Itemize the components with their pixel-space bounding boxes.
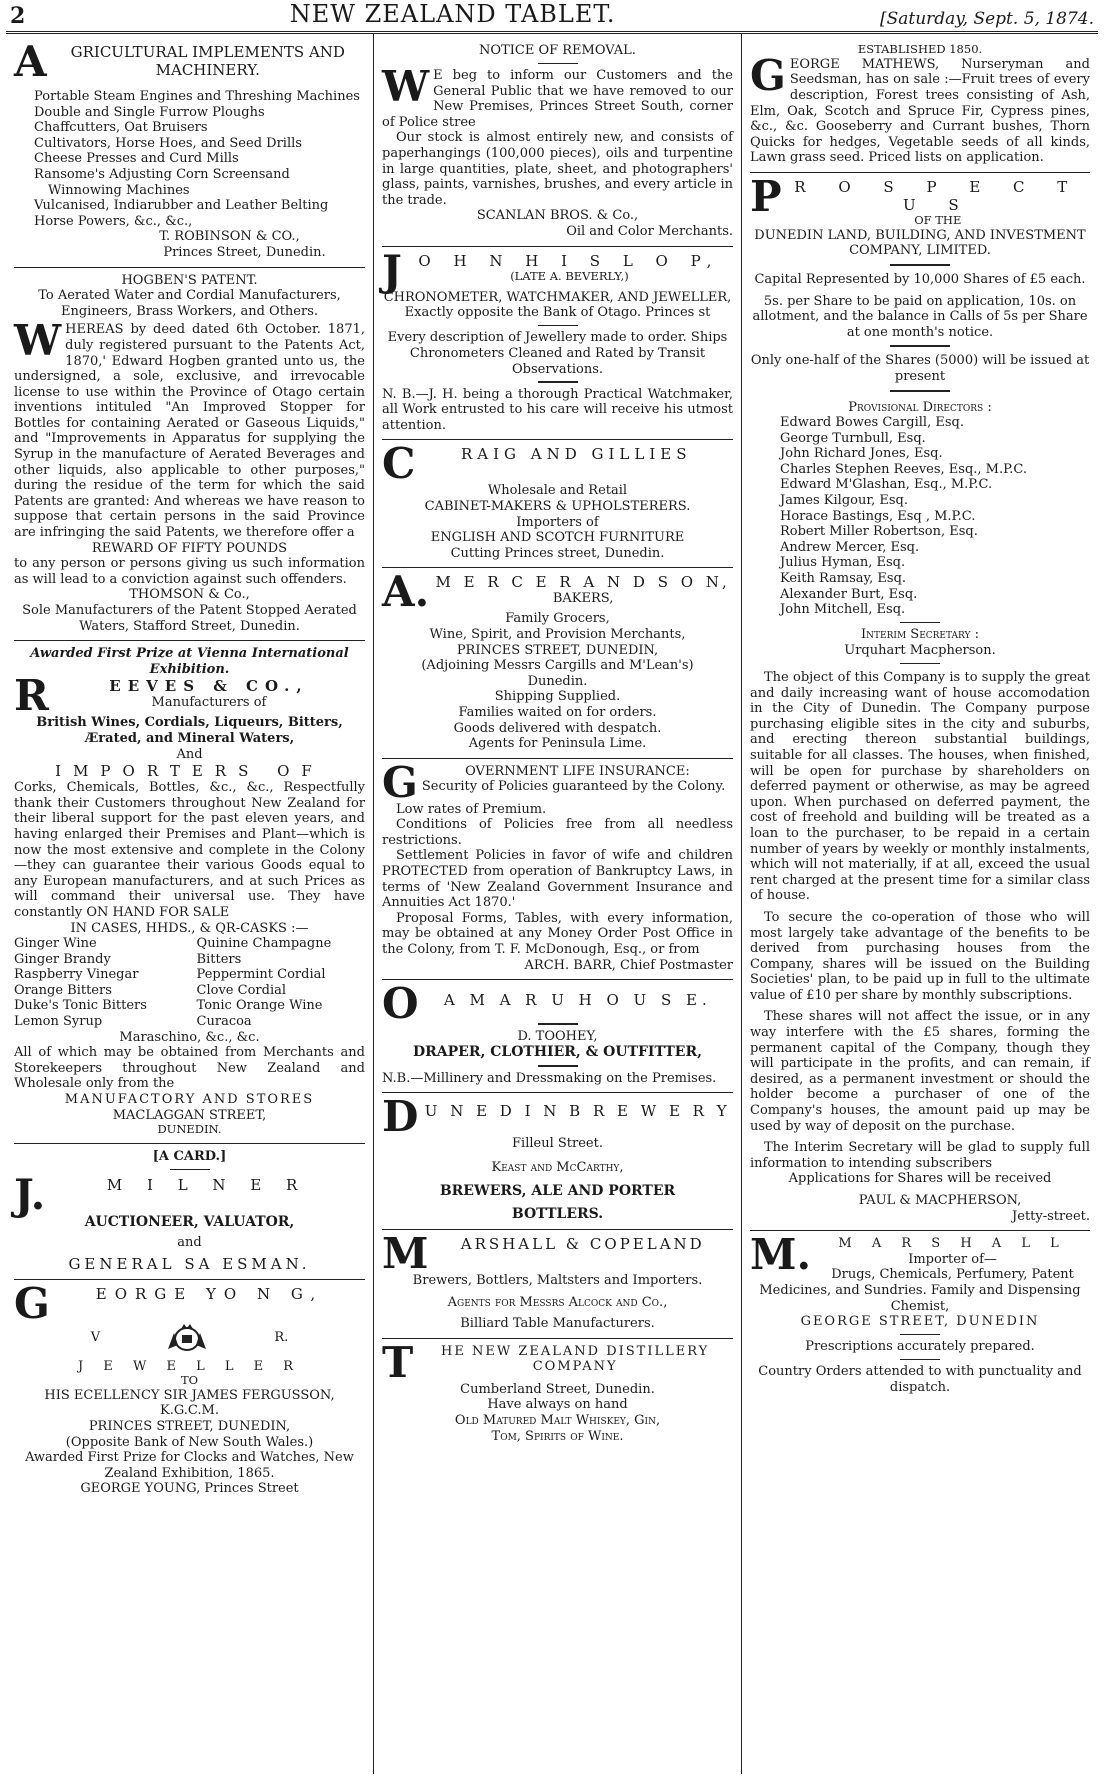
- product: Clove Cordial: [196, 982, 287, 998]
- ad-line: ENGLISH AND SCOTCH FURNITURE: [430, 530, 685, 546]
- divider: [170, 1169, 210, 1171]
- reward: REWARD OF FIFTY POUNDS: [91, 540, 288, 556]
- divider: [900, 1359, 940, 1361]
- divider: [538, 325, 578, 327]
- ad-reeves: [14, 641, 365, 1144]
- ad-scanlan: [382, 38, 733, 247]
- firm-name: PAUL & MACPHERSON,: [858, 1193, 1022, 1208]
- newspaper-title: NEW ZEALAND TABLET.: [289, 0, 616, 29]
- ad-heading: MANUFACTORY AND STORES: [64, 1092, 315, 1108]
- dropcap: G: [750, 50, 786, 100]
- ad-line: (Opposite Bank of New South Wales.): [65, 1434, 314, 1450]
- dropcap: M: [382, 1228, 429, 1278]
- list-item: Keith Ramsay, Esq.: [780, 571, 907, 587]
- product-table: [14, 936, 365, 1030]
- columns: [6, 34, 1098, 1774]
- implement-list: [14, 81, 365, 229]
- company-name: DUNEDIN LAND, BUILDING, AND INVESTMENT COMPANY, LIMITED.: [754, 227, 1086, 259]
- product: Quinine Champagne: [196, 936, 332, 952]
- ad-line: Keast and McCarthy,: [491, 1159, 624, 1175]
- firm-name: ARSHALL & COPELAND: [460, 1234, 705, 1253]
- ad-line: ESTABLISHED 1850.: [857, 42, 983, 56]
- ad-title: GRICULTURAL IMPLEMENTS AND MACHINERY.: [70, 43, 345, 79]
- table-row: [14, 936, 365, 952]
- ad-line: Cutting Princes street, Dunedin.: [450, 545, 665, 561]
- firm-name: SCANLAN BROS. & Co.,: [476, 208, 639, 224]
- dropcap: C: [382, 439, 416, 489]
- ad-line: HIS ECELLENCY SIR JAMES FERGUSSON, K.G.C.M.: [44, 1387, 335, 1419]
- list-item: John Richard Jones, Esq.: [780, 446, 943, 462]
- list-item: Chaffcutters, Oat Bruisers: [34, 120, 208, 136]
- dropcap: G: [14, 1278, 50, 1328]
- ad-line: Exactly opposite the Bank of Otago. Princes st: [404, 305, 711, 321]
- body-text: The Interim Secretary will be glad to supply full information to intending subscribers: [750, 1140, 1090, 1171]
- product: Tonic Orange Wine: [196, 998, 323, 1014]
- list-item: Alexander Burt, Esq.: [780, 586, 918, 602]
- ad-heading: IMPORTERS OF: [55, 762, 324, 781]
- column-1: [6, 34, 374, 1774]
- ad-line: Cumberland Street, Dunedin.: [460, 1381, 655, 1397]
- ad-line: PRINCES STREET, DUNEDIN,: [456, 642, 659, 658]
- body-text: To secure the co-operation of those who will most largely take advantage of the benefits to be derived from purchasing houses from the Company, shares will be issued on the Building Societies' plan, to be paid up in full to the ultimate value of £10 per share by monthly subscriptions.: [750, 909, 1090, 1003]
- table-row: [14, 983, 365, 999]
- ad-line: DRAPER, CLOTHIER, & OUTFITTER,: [413, 1044, 702, 1061]
- ad-line: Old Matured Malt Whiskey, Gin,: [454, 1412, 661, 1428]
- column-3: [742, 34, 1098, 1774]
- list-item: Andrew Mercer, Esq.: [780, 539, 920, 555]
- firm-name: T. ROBINSON & CO.,: [159, 229, 300, 245]
- firm-name: U N E D I N B R E W E R Y: [424, 1102, 731, 1121]
- ad-title: OVERNMENT LIFE INSURANCE:: [465, 763, 690, 779]
- crest-icon: [164, 1323, 210, 1353]
- list-item: Edward M'Glashan, Esq., M.P.C.: [780, 477, 993, 493]
- firm-name: EEVES & CO.,: [109, 677, 309, 696]
- firm-name: HE NEW ZEALAND DISTILLERY COMPANY: [441, 1343, 710, 1375]
- list-item: George Turnbull, Esq.: [780, 430, 926, 446]
- list-item: Ransome's Adjusting Corn Screensand Winnowing Machines: [34, 166, 290, 198]
- page-number: 2: [10, 2, 26, 29]
- letter-r: R.: [274, 1330, 289, 1345]
- ad-line: Wine, Spirit, and Provision Merchants,: [429, 626, 686, 642]
- ad-oamaru-house: [382, 980, 733, 1093]
- body-text: Security of Policies guaranteed by the Colony.: [421, 779, 726, 795]
- ad-line: CHRONOMETER, WATCHMAKER, AND JEWELLER,: [383, 289, 732, 305]
- divider: [900, 663, 940, 665]
- product: Bitters: [196, 951, 242, 967]
- body-text: All of which may be obtained from Merchants and Storekeepers throughout New Zealand and Wholesale only from the: [14, 1045, 365, 1092]
- dropcap: W: [14, 316, 62, 366]
- ad-line: CABINET-MAKERS & UPHOLSTERERS.: [424, 498, 691, 514]
- dropcap: O: [382, 979, 419, 1029]
- divider: [538, 63, 578, 65]
- dropcap: G: [382, 757, 418, 807]
- firm-name: RAIG AND GILLIES: [460, 445, 692, 464]
- ad-line: 5s. per Share to be paid on application, 10s. on allotment, and the balance in Calls of 5s per Share at one month's notice.: [752, 293, 1088, 340]
- card-label: [A CARD.]: [152, 1149, 227, 1165]
- firm-address: Princes Street, Dunedin.: [163, 244, 326, 260]
- body-text: E beg to inform our Customers and the General Public that we have removed to our New Premises, Princes Street South, corner of Police stree: [382, 68, 733, 130]
- secretary-name: Urquhart Macpherson.: [844, 642, 996, 658]
- divider: [538, 381, 578, 383]
- table-row: [14, 967, 365, 983]
- ad-line: DUNEDIN.: [157, 1122, 222, 1137]
- ad-line: GEORGE YOUNG, Princes Street: [80, 1481, 299, 1497]
- ad-line: Wholesale and Retail: [487, 483, 628, 499]
- list-item: Portable Steam Engines and Threshing Machines: [34, 89, 360, 104]
- secretary-heading: Interim Secretary :: [861, 627, 979, 643]
- product: Duke's Tonic Bitters: [14, 998, 147, 1014]
- column-2: [374, 34, 742, 1774]
- body-text: to any person or persons giving us such information as will lead to a conviction against such offenders.: [14, 556, 365, 587]
- ad-line: BOTTLERS.: [511, 1206, 604, 1223]
- ad-title: NOTICE OF REMOVAL.: [479, 43, 636, 58]
- ad-mercer: [382, 568, 733, 758]
- list-item: Cheese Presses and Curd Mills: [34, 151, 239, 167]
- dropcap: A.: [382, 567, 430, 617]
- ad-line: British Wines, Cordials, Liqueurs, Bitters, Ærated, and Mineral Waters,: [36, 715, 343, 746]
- firm-address: Sole Manufacturers of the Patent Stopped Aerated Waters, Stafford Street, Dunedin.: [22, 603, 357, 634]
- ad-hogben: [14, 268, 365, 642]
- product: Peppermint Cordial: [196, 967, 326, 983]
- ad-line: Agents for Messrs Alcock and Co.,: [447, 1294, 668, 1310]
- body-text: HEREAS by deed dated 6th October. 1871, duly registered pursuant to the Patents Act, 1870,' Edward Hogben granted unto us, the undersigned, a sole, exclusive, and irrevocable license to use within the Province of Otago certain inventions intituled "An Improved Stopper for Bottles for containing Aerated or Gaseous Liquids," and "Improvements in Apparatus for supplying the Syrup in the manufacture of Aerated Beverages and other liquids, also applicable to other purposes," during the residue of the term for which the said Patents are granted: And whereas we have reason to suppose that certain persons in the said Province are infringing the said Patents, we therefore offer a: [14, 322, 365, 541]
- ad-line: Have always on hand: [487, 1397, 628, 1413]
- dropcap: R: [14, 671, 49, 721]
- firm-name: O H N H I S L O P,: [418, 251, 721, 270]
- body-text: EORGE MATHEWS, Nurseryman and Seedsman, has on sale :—Fruit trees of every description, Forest trees consisting of Ash, Elm, Oak, Scotch and Spruce Fir, Cypress pines, &c., &c. Gooseberry and Currant bushes, Thorn Quicks for hedges, Vegetable seeds of all kinds, Lawn grass seed. Priced lists on application.: [750, 56, 1090, 166]
- divider: [890, 345, 950, 347]
- dropcap: J.: [14, 1170, 46, 1220]
- ad-line: PRINCES STREET, DUNEDIN,: [88, 1419, 291, 1435]
- list-item: Double and Single Furrow Ploughs: [34, 104, 265, 120]
- table-row: [14, 998, 365, 1014]
- ad-milner: [14, 1144, 365, 1279]
- divider: [890, 264, 950, 266]
- ad-line: OF THE: [914, 212, 962, 227]
- firm-name: M A R S H A L L: [838, 1236, 1067, 1252]
- ad-line: Maraschino, &c., &c.: [119, 1029, 260, 1045]
- product: Ginger Brandy: [14, 951, 111, 967]
- royal-arms: [14, 1323, 365, 1353]
- firm-name: EORGE YO N G,: [95, 1284, 324, 1303]
- ad-line: Country Orders attended to with punctuality and dispatch.: [758, 1364, 1082, 1395]
- body-text: Corks, Chemicals, Bottles, &c., &c., Respectfully thank their Customers throughout New Zealand for their liberal support for the past eleven years, and having enlarged their Premises and Plant—which is now the most extensive and complete in the Colony—they can guarantee their various Goods equal to any European manufacturers, and at such Prices as will command their universal use. They have constantly ON HAND FOR SALE: [14, 780, 365, 920]
- body-text: Proposal Forms, Tables, with every information, may be obtained at any Money Order Post Office in the Colony, from T. F. McDonough, Esq., or from: [382, 910, 733, 958]
- ad-line: Importer of—: [908, 1251, 997, 1267]
- ad-line: BREWERS, ALE AND PORTER: [439, 1183, 676, 1200]
- table-row: [14, 1014, 365, 1030]
- ad-line: IN CASES, HHDS., & QR-CASKS :—: [70, 920, 309, 936]
- ad-line: TO: [180, 1373, 199, 1388]
- letter-v: V: [90, 1330, 101, 1345]
- divider: [538, 1065, 578, 1067]
- ad-line: Manufacturers of: [151, 695, 267, 711]
- prize-line: Awarded First Prize at Vienna International Exhibition.: [30, 646, 349, 677]
- ad-line: Tom, Spirits of Wine.: [491, 1428, 624, 1444]
- dropcap: T: [382, 1337, 414, 1387]
- ad-body: [382, 62, 733, 130]
- dropcap: P: [750, 171, 782, 221]
- body-text: Settlement Policies in favor of wife and children PROTECTED from operation of Bankruptcy Laws, in terms of 'New Zealand Government Insurance and Annuities Act 1870.': [382, 848, 733, 911]
- divider: [900, 622, 940, 624]
- ad-body: [750, 50, 1090, 166]
- directors-heading: Provisional Directors :: [848, 399, 992, 415]
- body-text: Conditions of Policies free from all needless restrictions.: [382, 817, 733, 848]
- ad-line: Billiard Table Manufacturers.: [460, 1316, 655, 1332]
- ad-hislop: [382, 247, 733, 441]
- ad-line: GEORGE STREET, DUNEDIN: [800, 1314, 1040, 1330]
- product: Ginger Wine: [14, 936, 97, 952]
- list-item: Charles Stephen Reeves, Esq., M.P.C.: [780, 461, 1027, 477]
- ad-line: Importers of: [516, 514, 599, 530]
- dropcap: J: [382, 245, 402, 295]
- firm-name: THOMSON & Co.,: [129, 587, 250, 603]
- ad-line: Capital Represented by 10,000 Shares of £5 each.: [754, 271, 1086, 287]
- ad-line: And: [176, 746, 203, 762]
- body-text: Low rates of Premium.: [396, 801, 547, 817]
- ad-marshall-chemist: [750, 1231, 1090, 1401]
- ad-note: N.B.—Millinery and Dressmaking on the Premises.: [382, 1070, 717, 1086]
- divider: [538, 1023, 578, 1025]
- firm-name: M I L N E R: [106, 1176, 308, 1195]
- product: Raspberry Vinegar: [14, 967, 139, 983]
- ad-distillery: [382, 1339, 733, 1450]
- ad-note: N. B.—J. H. being a thorough Practical Watchmaker, all Work entrusted to his care will receive his utmost attention.: [382, 386, 733, 433]
- dropcap: A: [14, 37, 47, 86]
- firm-address: Jetty-street.: [1012, 1208, 1090, 1224]
- ad-title: HOGBEN'S PATENT.: [121, 272, 258, 288]
- divider: [890, 390, 950, 392]
- list-item: Horse Powers, &c., &c.,: [34, 213, 193, 229]
- ad-line: J E W E L L E R: [77, 1358, 302, 1374]
- ad-line: D. TOOHEY,: [517, 1028, 598, 1044]
- ad-line: AUCTIONEER, VALUATOR,: [84, 1214, 295, 1231]
- list-item: Julius Hyman, Esq.: [780, 555, 906, 571]
- divider: [900, 1334, 940, 1336]
- list-item: Cultivators, Horse Hoes, and Seed Drills: [34, 135, 302, 151]
- product: Lemon Syrup: [14, 1014, 103, 1030]
- ad-government-life: [382, 759, 733, 981]
- ad-robinson: [14, 38, 365, 268]
- table-row: [14, 952, 365, 968]
- dropcap: D: [382, 1092, 419, 1142]
- ad-line: GENERAL SA ESMAN.: [68, 1254, 311, 1273]
- ad-line: and: [177, 1234, 202, 1250]
- ad-line: (Adjoining Messrs Cargills and M'Lean's): [421, 658, 694, 674]
- ad-young: [14, 1280, 365, 1504]
- body-text: Our stock is almost entirely new, and consists of paperhangings (100,000 pieces), oils and turpentine in large quantities, plate, sheet, and photographers' glass, paints, varnishes, brushes, and every article in the trade.: [382, 130, 733, 208]
- firm-name: M E R C E R A N D S O N,: [435, 573, 731, 592]
- ad-line: Family Grocers,: [505, 611, 610, 627]
- ad-line: Shipping Supplied.: [494, 689, 621, 705]
- ad-line: Only one-half of the Shares (5000) will be issued at present: [750, 353, 1090, 384]
- ad-line: Brewers, Bottlers, Maltsters and Importers.: [412, 1272, 703, 1288]
- ad-line: Dunedin.: [527, 673, 588, 689]
- ad-line: (LATE A. BEVERLY,): [510, 268, 629, 283]
- dropcap: W: [382, 62, 430, 112]
- ad-title: R O S P E C T U S: [794, 177, 1082, 214]
- body-text: The object of this Company is to supply the great and daily increasing want of house accomodation in the City of Dunedin. The Company purpose purchasing eligible sites in the city and suburbs, and erecting thereon substantial buildings, suitable for all classes. The houses, when finished, will be open for purchase by shareholders on deferred payment or otherwise, as may be agreed upon. When purchased on deferred payment, the cost of freehold and building will be treated as a loan to the purchaser, to be repaid in a certain number of years by weekly or monthly instalments, which will not materially, if at all, exceed the usual rent charged at the present time for a similar class of house.: [750, 670, 1090, 904]
- product: Orange Bitters: [14, 982, 112, 998]
- body-text: Applications for Shares will be received: [788, 1171, 1052, 1187]
- ad-line: Families waited on for orders.: [458, 704, 657, 720]
- list-item: Vulcanised, Indiarubber and Leather Belting: [34, 198, 329, 214]
- signature: ARCH. BARR, Chief Postmaster: [524, 957, 733, 973]
- list-item: James Kilgour, Esq.: [780, 493, 909, 509]
- ad-mathews: [750, 38, 1090, 173]
- ad-line: Filleul Street.: [512, 1136, 603, 1152]
- ad-line: Agents for Peninsula Lime.: [468, 736, 647, 752]
- firm-trade: Oil and Color Merchants.: [566, 224, 733, 240]
- product: Curacoa: [196, 1014, 252, 1030]
- list-item: Robert Miller Robertson, Esq.: [780, 524, 978, 540]
- ad-prospectus: [750, 173, 1090, 1231]
- ad-line: Drugs, Chemicals, Perfumery, Patent Medicines, and Sundries. Family and Dispensing Chemist,: [759, 1267, 1081, 1314]
- ad-line: MACLAGGAN STREET,: [112, 1107, 267, 1123]
- ad-line: Prescriptions accurately prepared.: [805, 1339, 1035, 1355]
- ad-line: Awarded First Prize for Clocks and Watches, New Zealand Exhibition, 1865.: [25, 1450, 354, 1481]
- firm-name: A M A R U H O U S E.: [443, 991, 712, 1010]
- ad-subtitle: To Aerated Water and Cordial Manufacturers, Engineers, Brass Workers, and Others.: [38, 288, 341, 319]
- ad-body: Every description of Jewellery made to order. Ships Chronometers Cleaned and Rated by Transit Observations.: [387, 330, 728, 377]
- body-text: These shares will not affect the issue, or in any way interfere with the £5 shares, forming the permanent capital of the Company, though they will participate in the profits, and can remain, if desired, as a permanent investment or should the holder become a purchaser of one of the Company's houses, the amount paid up may be used by way of deposit on the purchase.: [750, 1009, 1090, 1134]
- ad-marshall-copeland: [382, 1230, 733, 1339]
- list-item: John Mitchell, Esq.: [780, 602, 906, 618]
- ad-body: [14, 316, 365, 541]
- masthead: [6, 0, 1098, 34]
- directors-list: [750, 415, 1090, 618]
- ad-craig-gillies: [382, 440, 733, 568]
- list-item: Edward Bowes Cargill, Esq.: [780, 415, 964, 431]
- issue-date: [Saturday, Sept. 5, 1874.: [879, 8, 1094, 29]
- ad-line: Goods delivered with despatch.: [453, 720, 662, 736]
- dropcap: M.: [750, 1230, 812, 1280]
- ad-dunedin-brewery: [382, 1093, 733, 1230]
- ad-line: BAKERS,: [552, 591, 614, 607]
- list-item: Horace Bastings, Esq , M.P.C.: [780, 508, 976, 524]
